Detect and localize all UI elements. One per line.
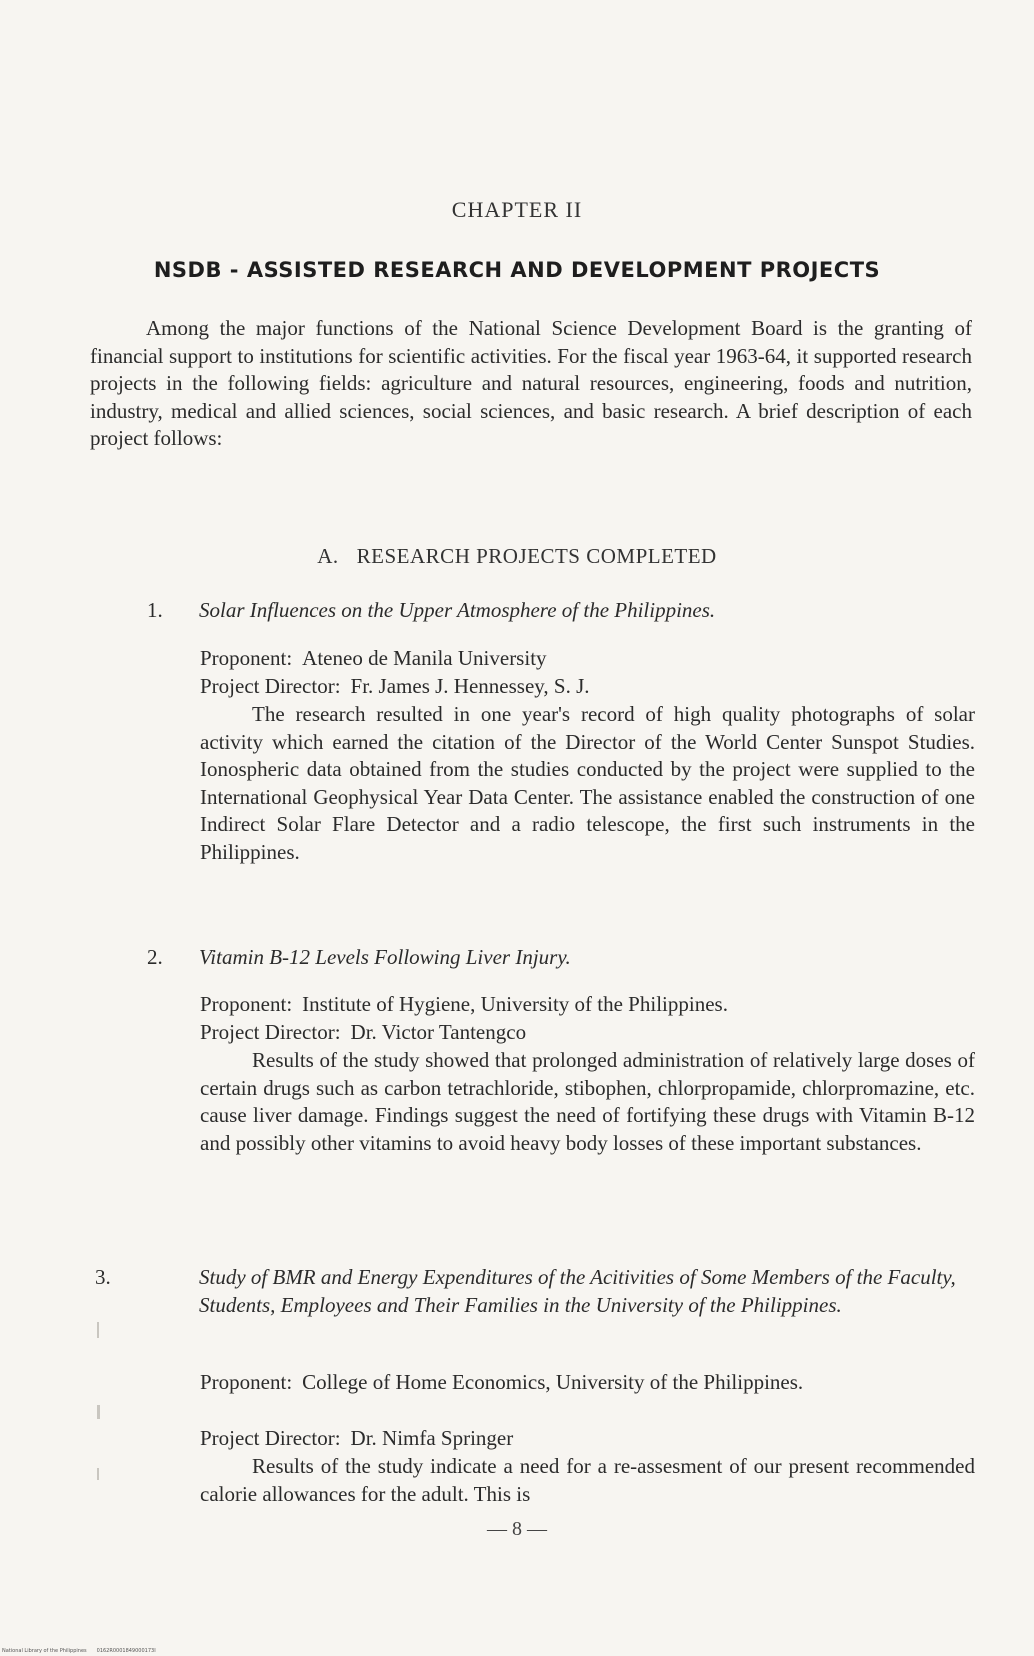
project-title-block (95, 1264, 977, 1319)
subsection-letter: A. (317, 544, 339, 568)
scan-mark (97, 1405, 100, 1419)
footer-code: 0162R0001849000173I (96, 1648, 156, 1654)
footer-library: National Library of the Philippines (2, 1648, 87, 1654)
project-2-proponent (200, 991, 975, 1019)
project-1-title (147, 597, 977, 625)
director-label: Project Director: (200, 1426, 341, 1450)
project-3-proponent (200, 1369, 975, 1397)
project-3-description: Results of the study indicate a need for a re-assesment of our present recommended calorie allowances for the adult. This is (200, 1454, 975, 1506)
proponent-value: Ateneo de Manila University (302, 646, 547, 670)
director-value: Dr. Victor Tantengco (350, 1020, 527, 1044)
proponent-value: Institute of Hygiene, University of the Philippines. (302, 992, 728, 1016)
intro-paragraph: Among the major functions of the National Science Development Board is the granting of financial support to institutions for scientific activities. For the fiscal year 1963-64, it supported research projects in the following fields: agriculture and natural resources, engineering, foods and nutrition, industry, medical and allied sciences, social sciences, and basic research. A brief description of each project follows: (90, 316, 972, 450)
proponent-value: College of Home Economics, University of the Philippines. (302, 1370, 804, 1394)
chapter-heading: CHAPTER II (451, 197, 583, 222)
subsection-title: RESEARCH PROJECTS COMPLETED (356, 544, 717, 568)
scan-mark (97, 1468, 99, 1480)
project-2-director (200, 1019, 975, 1047)
project-2-description: Results of the study showed that prolonged administration of relatively large doses of certain drugs such as carbon tetrachloride, stibophen, chlorpropamide, chlorpromazine, etc. cause liver damage. Findings suggest the need of fortifying these drugs with Vitamin B-12 and possibly other vitamins to avoid heavy body losses of these important substances. (200, 1048, 975, 1155)
proponent-label: Proponent: (200, 646, 293, 670)
project-1-director (200, 673, 975, 701)
subsection-heading (0, 544, 1034, 569)
scan-mark (97, 1322, 99, 1338)
director-value: Dr. Nimfa Springer (350, 1426, 514, 1450)
project-3-director (200, 1425, 975, 1453)
scan-footer (2, 1648, 166, 1654)
project-number: 2. (147, 945, 163, 969)
director-value: Fr. James J. Hennessey, S. J. (350, 674, 590, 698)
project-number: 1. (147, 598, 163, 622)
project-3-title (95, 1264, 977, 1319)
project-title-text: Study of BMR and Energy Expenditures of the Acitivities of Some Members of the Faculty, Students, Employees and Their Families in the University of the Philippines. (199, 1265, 956, 1317)
proponent-label: Proponent: (200, 992, 293, 1016)
director-label: Project Director: (200, 1020, 341, 1044)
project-title-text: Vitamin B-12 Levels Following Liver Injury. (199, 945, 571, 969)
section-title: NSDB - ASSISTED RESEARCH AND DEVELOPMENT PROJECTS (153, 258, 881, 282)
project-number: 3. (95, 1265, 111, 1289)
proponent-label: Proponent: (200, 1370, 293, 1394)
project-2-title (147, 944, 977, 972)
project-1-description: The research resulted in one year's record of high quality photographs of solar activity which earned the citation of the Director of the World Center Sunspot Studies. Ionospheric data obtained from the studies conducted by the project were supplied to the International Geophysical Year Data Center. The assistance enabled the construction of one Indirect Solar Flare Detector and a radio telescope, the first such instruments in the Philippines. (200, 702, 975, 864)
director-label: Project Director: (200, 674, 341, 698)
page-number: — 8 — (487, 1518, 547, 1540)
project-title-text: Solar Influences on the Upper Atmosphere of the Philippines. (199, 598, 716, 622)
project-1-proponent (200, 645, 975, 673)
